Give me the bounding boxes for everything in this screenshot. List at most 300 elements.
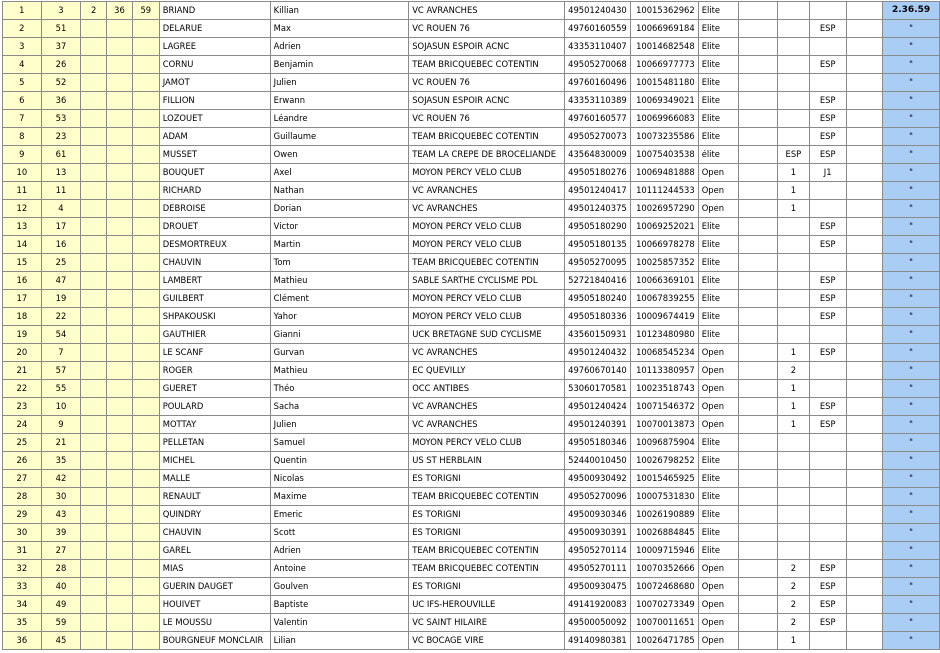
extra-cell-2[interactable] <box>107 38 133 56</box>
blank-cell[interactable] <box>738 416 777 434</box>
category-cell[interactable]: Elite <box>698 326 738 344</box>
place-cell[interactable]: 6 <box>3 92 42 110</box>
extra-cell-3[interactable] <box>132 488 159 506</box>
extra-cell-1[interactable] <box>81 542 107 560</box>
club-cell[interactable]: ES TORIGNI <box>409 506 565 524</box>
table-row[interactable] <box>3 74 940 92</box>
extra-cell-3[interactable] <box>132 92 159 110</box>
bib-cell[interactable]: 4 <box>41 200 81 218</box>
esp-cell[interactable] <box>809 362 846 380</box>
last-name-cell[interactable]: CORNU <box>159 56 270 74</box>
category-cell[interactable]: Open <box>698 380 738 398</box>
blank-cell[interactable] <box>738 236 777 254</box>
spacer-cell[interactable] <box>846 488 883 506</box>
licence-cell[interactable]: 53060170581 <box>565 380 631 398</box>
licence-cell[interactable]: 49505270068 <box>565 56 631 74</box>
category-cell[interactable]: Elite <box>698 524 738 542</box>
category-cell[interactable]: Open <box>698 398 738 416</box>
spacer-cell[interactable] <box>846 146 883 164</box>
club-cell[interactable]: VC AVRANCHES <box>409 182 565 200</box>
blank-cell[interactable] <box>738 362 777 380</box>
uci-id-cell[interactable]: 10009715946 <box>630 542 698 560</box>
category-cell[interactable]: Open <box>698 416 738 434</box>
table-row[interactable] <box>3 200 940 218</box>
blank-cell[interactable] <box>738 200 777 218</box>
extra-cell-1[interactable] <box>81 218 107 236</box>
table-row[interactable] <box>3 596 940 614</box>
place-cell[interactable]: 27 <box>3 470 42 488</box>
category-cell[interactable]: Open <box>698 362 738 380</box>
place-cell[interactable]: 29 <box>3 506 42 524</box>
place-cell[interactable]: 5 <box>3 74 42 92</box>
time-cell[interactable]: " <box>883 560 940 578</box>
first-name-cell[interactable]: Mathieu <box>270 362 409 380</box>
category-cell[interactable]: Elite <box>698 488 738 506</box>
bib-cell[interactable]: 37 <box>41 38 81 56</box>
club-cell[interactable]: MOYON PERCY VELO CLUB <box>409 164 565 182</box>
extra-cell-1[interactable] <box>81 272 107 290</box>
last-name-cell[interactable]: BRIAND <box>159 2 270 20</box>
extra-cell-3[interactable] <box>132 38 159 56</box>
category-cell[interactable]: Elite <box>698 74 738 92</box>
club-cell[interactable]: VC ROUEN 76 <box>409 74 565 92</box>
licence-cell[interactable]: 49505270096 <box>565 488 631 506</box>
club-cell[interactable]: MOYON PERCY VELO CLUB <box>409 308 565 326</box>
extra-cell-1[interactable] <box>81 560 107 578</box>
esp-cell[interactable]: ESP <box>809 146 846 164</box>
esp-cell[interactable]: ESP <box>809 236 846 254</box>
place-cell[interactable]: 4 <box>3 56 42 74</box>
extra-cell-2[interactable] <box>107 182 133 200</box>
licence-cell[interactable]: 49505180346 <box>565 434 631 452</box>
esp-cell[interactable]: ESP <box>809 128 846 146</box>
club-cell[interactable]: TEAM BRICQUEBEC COTENTIN <box>409 560 565 578</box>
place-cell[interactable]: 26 <box>3 452 42 470</box>
place-cell[interactable]: 3 <box>3 38 42 56</box>
esp-cell[interactable]: ESP <box>809 398 846 416</box>
table-row[interactable] <box>3 542 940 560</box>
extra-cell-2[interactable] <box>107 596 133 614</box>
extra-cell-2[interactable] <box>107 380 133 398</box>
licence-cell[interactable]: 49760160496 <box>565 74 631 92</box>
spacer-cell[interactable] <box>846 2 883 20</box>
uci-id-cell[interactable]: 10026190889 <box>630 506 698 524</box>
esp-cell[interactable]: ESP <box>809 560 846 578</box>
extra-cell-1[interactable] <box>81 380 107 398</box>
first-name-cell[interactable]: Erwann <box>270 92 409 110</box>
place-cell[interactable]: 12 <box>3 200 42 218</box>
extra-cell-2[interactable] <box>107 614 133 632</box>
table-row[interactable] <box>3 398 940 416</box>
first-name-cell[interactable]: Nathan <box>270 182 409 200</box>
last-name-cell[interactable]: DELARUE <box>159 20 270 38</box>
blank-cell[interactable] <box>738 56 777 74</box>
esp-cell[interactable]: ESP <box>809 56 846 74</box>
table-row[interactable] <box>3 56 940 74</box>
extra-cell-1[interactable] <box>81 362 107 380</box>
extra-cell-2[interactable] <box>107 560 133 578</box>
last-name-cell[interactable]: GUERIN DAUGET <box>159 578 270 596</box>
spacer-cell[interactable] <box>846 308 883 326</box>
spacer-cell[interactable] <box>846 380 883 398</box>
blank-cell[interactable] <box>738 560 777 578</box>
blank-cell[interactable] <box>738 218 777 236</box>
first-name-cell[interactable]: Martin <box>270 236 409 254</box>
extra-cell-2[interactable] <box>107 434 133 452</box>
licence-cell[interactable]: 49760160577 <box>565 110 631 128</box>
bib-cell[interactable]: 10 <box>41 398 81 416</box>
extra-cell-1[interactable] <box>81 308 107 326</box>
place-cell[interactable]: 32 <box>3 560 42 578</box>
spacer-cell[interactable] <box>846 182 883 200</box>
first-name-cell[interactable]: Mathieu <box>270 272 409 290</box>
uci-id-cell[interactable]: 10070013873 <box>630 416 698 434</box>
extra-cell-1[interactable] <box>81 632 107 650</box>
esp-cell[interactable] <box>809 434 846 452</box>
last-name-cell[interactable]: RICHARD <box>159 182 270 200</box>
place-cell[interactable]: 8 <box>3 128 42 146</box>
time-cell[interactable]: " <box>883 236 940 254</box>
class-cell[interactable]: 2 <box>777 362 809 380</box>
table-row[interactable] <box>3 164 940 182</box>
time-cell[interactable]: 2.36.59 <box>883 2 940 20</box>
blank-cell[interactable] <box>738 254 777 272</box>
blank-cell[interactable] <box>738 164 777 182</box>
time-cell[interactable]: " <box>883 632 940 650</box>
category-cell[interactable]: élite <box>698 146 738 164</box>
last-name-cell[interactable]: MICHEL <box>159 452 270 470</box>
class-cell[interactable] <box>777 254 809 272</box>
spacer-cell[interactable] <box>846 614 883 632</box>
esp-cell[interactable] <box>809 2 846 20</box>
class-cell[interactable]: 1 <box>777 164 809 182</box>
class-cell[interactable]: ESP <box>777 146 809 164</box>
last-name-cell[interactable]: MALLE <box>159 470 270 488</box>
category-cell[interactable]: Elite <box>698 110 738 128</box>
esp-cell[interactable] <box>809 470 846 488</box>
uci-id-cell[interactable]: 10096875904 <box>630 434 698 452</box>
last-name-cell[interactable]: BOUQUET <box>159 164 270 182</box>
time-cell[interactable]: " <box>883 182 940 200</box>
place-cell[interactable]: 18 <box>3 308 42 326</box>
extra-cell-3[interactable] <box>132 614 159 632</box>
class-cell[interactable] <box>777 308 809 326</box>
last-name-cell[interactable]: LE MOUSSU <box>159 614 270 632</box>
last-name-cell[interactable]: QUINDRY <box>159 506 270 524</box>
blank-cell[interactable] <box>738 452 777 470</box>
first-name-cell[interactable]: Scott <box>270 524 409 542</box>
extra-cell-2[interactable]: 36 <box>107 2 133 20</box>
category-cell[interactable]: Elite <box>698 272 738 290</box>
extra-cell-2[interactable] <box>107 524 133 542</box>
place-cell[interactable]: 30 <box>3 524 42 542</box>
last-name-cell[interactable]: LAGREE <box>159 38 270 56</box>
last-name-cell[interactable]: MOTTAY <box>159 416 270 434</box>
licence-cell[interactable]: 52721840416 <box>565 272 631 290</box>
spacer-cell[interactable] <box>846 470 883 488</box>
blank-cell[interactable] <box>738 470 777 488</box>
bib-cell[interactable]: 17 <box>41 218 81 236</box>
extra-cell-2[interactable] <box>107 416 133 434</box>
uci-id-cell[interactable]: 10009674419 <box>630 308 698 326</box>
licence-cell[interactable]: 49140980381 <box>565 632 631 650</box>
first-name-cell[interactable]: Lilian <box>270 632 409 650</box>
last-name-cell[interactable]: RENAULT <box>159 488 270 506</box>
uci-id-cell[interactable]: 10070352666 <box>630 560 698 578</box>
bib-cell[interactable]: 25 <box>41 254 81 272</box>
extra-cell-1[interactable] <box>81 128 107 146</box>
category-cell[interactable]: Elite <box>698 128 738 146</box>
extra-cell-1[interactable] <box>81 614 107 632</box>
place-cell[interactable]: 17 <box>3 290 42 308</box>
last-name-cell[interactable]: LE SCANF <box>159 344 270 362</box>
licence-cell[interactable]: 49500930475 <box>565 578 631 596</box>
last-name-cell[interactable]: PELLETAN <box>159 434 270 452</box>
uci-id-cell[interactable]: 10023518743 <box>630 380 698 398</box>
table-row[interactable] <box>3 128 940 146</box>
extra-cell-2[interactable] <box>107 74 133 92</box>
table-row[interactable] <box>3 524 940 542</box>
extra-cell-2[interactable] <box>107 56 133 74</box>
extra-cell-3[interactable] <box>132 632 159 650</box>
extra-cell-3[interactable] <box>132 416 159 434</box>
blank-cell[interactable] <box>738 272 777 290</box>
club-cell[interactable]: VC ROUEN 76 <box>409 110 565 128</box>
first-name-cell[interactable]: Julien <box>270 416 409 434</box>
uci-id-cell[interactable]: 10073235586 <box>630 128 698 146</box>
extra-cell-1[interactable] <box>81 434 107 452</box>
esp-cell[interactable]: ESP <box>809 272 846 290</box>
last-name-cell[interactable]: LOZOUET <box>159 110 270 128</box>
category-cell[interactable]: Elite <box>698 470 738 488</box>
time-cell[interactable]: " <box>883 470 940 488</box>
esp-cell[interactable]: ESP <box>809 578 846 596</box>
esp-cell[interactable]: ESP <box>809 416 846 434</box>
table-row[interactable] <box>3 272 940 290</box>
class-cell[interactable] <box>777 110 809 128</box>
club-cell[interactable]: MOYON PERCY VELO CLUB <box>409 218 565 236</box>
extra-cell-2[interactable] <box>107 146 133 164</box>
spacer-cell[interactable] <box>846 506 883 524</box>
bib-cell[interactable]: 36 <box>41 92 81 110</box>
uci-id-cell[interactable]: 10069966083 <box>630 110 698 128</box>
club-cell[interactable]: TEAM LA CREPE DE BROCELIANDE <box>409 146 565 164</box>
extra-cell-1[interactable] <box>81 182 107 200</box>
esp-cell[interactable]: ESP <box>809 308 846 326</box>
blank-cell[interactable] <box>738 146 777 164</box>
table-row[interactable] <box>3 416 940 434</box>
extra-cell-3[interactable] <box>132 560 159 578</box>
place-cell[interactable]: 20 <box>3 344 42 362</box>
last-name-cell[interactable]: DEBROISE <box>159 200 270 218</box>
spacer-cell[interactable] <box>846 362 883 380</box>
extra-cell-3[interactable] <box>132 470 159 488</box>
club-cell[interactable]: VC AVRANCHES <box>409 398 565 416</box>
category-cell[interactable]: Open <box>698 200 738 218</box>
esp-cell[interactable] <box>809 380 846 398</box>
bib-cell[interactable]: 42 <box>41 470 81 488</box>
bib-cell[interactable]: 61 <box>41 146 81 164</box>
extra-cell-3[interactable] <box>132 236 159 254</box>
esp-cell[interactable] <box>809 524 846 542</box>
esp-cell[interactable] <box>809 632 846 650</box>
uci-id-cell[interactable]: 10026957290 <box>630 200 698 218</box>
time-cell[interactable]: " <box>883 362 940 380</box>
place-cell[interactable]: 33 <box>3 578 42 596</box>
first-name-cell[interactable]: Killian <box>270 2 409 20</box>
place-cell[interactable]: 16 <box>3 272 42 290</box>
club-cell[interactable]: SOJASUN ESPOIR ACNC <box>409 38 565 56</box>
spacer-cell[interactable] <box>846 110 883 128</box>
esp-cell[interactable] <box>809 200 846 218</box>
extra-cell-1[interactable] <box>81 578 107 596</box>
blank-cell[interactable] <box>738 524 777 542</box>
time-cell[interactable]: " <box>883 452 940 470</box>
extra-cell-2[interactable] <box>107 128 133 146</box>
blank-cell[interactable] <box>738 128 777 146</box>
category-cell[interactable]: Elite <box>698 452 738 470</box>
class-cell[interactable] <box>777 56 809 74</box>
last-name-cell[interactable]: GAUTHIER <box>159 326 270 344</box>
esp-cell[interactable] <box>809 74 846 92</box>
time-cell[interactable]: " <box>883 56 940 74</box>
time-cell[interactable]: " <box>883 596 940 614</box>
category-cell[interactable]: Open <box>698 164 738 182</box>
blank-cell[interactable] <box>738 542 777 560</box>
club-cell[interactable]: TEAM BRICQUEBEC COTENTIN <box>409 128 565 146</box>
extra-cell-1[interactable] <box>81 200 107 218</box>
club-cell[interactable]: SOJASUN ESPOIR ACNC <box>409 92 565 110</box>
last-name-cell[interactable]: CHAUVIN <box>159 524 270 542</box>
first-name-cell[interactable]: Owen <box>270 146 409 164</box>
time-cell[interactable]: " <box>883 416 940 434</box>
time-cell[interactable]: " <box>883 290 940 308</box>
table-row[interactable] <box>3 326 940 344</box>
extra-cell-2[interactable] <box>107 398 133 416</box>
esp-cell[interactable] <box>809 488 846 506</box>
class-cell[interactable] <box>777 524 809 542</box>
uci-id-cell[interactable]: 10075403538 <box>630 146 698 164</box>
extra-cell-1[interactable] <box>81 38 107 56</box>
spacer-cell[interactable] <box>846 92 883 110</box>
bib-cell[interactable]: 13 <box>41 164 81 182</box>
extra-cell-2[interactable] <box>107 578 133 596</box>
table-row[interactable] <box>3 560 940 578</box>
spacer-cell[interactable] <box>846 272 883 290</box>
licence-cell[interactable]: 49505270095 <box>565 254 631 272</box>
licence-cell[interactable]: 49500050092 <box>565 614 631 632</box>
category-cell[interactable]: Elite <box>698 542 738 560</box>
extra-cell-2[interactable] <box>107 164 133 182</box>
extra-cell-3[interactable] <box>132 362 159 380</box>
last-name-cell[interactable]: ADAM <box>159 128 270 146</box>
extra-cell-1[interactable] <box>81 164 107 182</box>
bib-cell[interactable]: 23 <box>41 128 81 146</box>
time-cell[interactable]: " <box>883 218 940 236</box>
category-cell[interactable]: Open <box>698 182 738 200</box>
time-cell[interactable]: " <box>883 380 940 398</box>
licence-cell[interactable]: 49505180135 <box>565 236 631 254</box>
table-row[interactable] <box>3 182 940 200</box>
place-cell[interactable]: 35 <box>3 614 42 632</box>
esp-cell[interactable] <box>809 38 846 56</box>
licence-cell[interactable]: 49505180336 <box>565 308 631 326</box>
esp-cell[interactable] <box>809 452 846 470</box>
spacer-cell[interactable] <box>846 524 883 542</box>
club-cell[interactable]: MOYON PERCY VELO CLUB <box>409 434 565 452</box>
blank-cell[interactable] <box>738 290 777 308</box>
time-cell[interactable]: " <box>883 542 940 560</box>
extra-cell-3[interactable] <box>132 596 159 614</box>
category-cell[interactable]: Open <box>698 596 738 614</box>
club-cell[interactable]: MOYON PERCY VELO CLUB <box>409 236 565 254</box>
extra-cell-3[interactable] <box>132 380 159 398</box>
extra-cell-2[interactable] <box>107 290 133 308</box>
category-cell[interactable]: Elite <box>698 92 738 110</box>
extra-cell-1[interactable] <box>81 326 107 344</box>
spacer-cell[interactable] <box>846 326 883 344</box>
spacer-cell[interactable] <box>846 56 883 74</box>
blank-cell[interactable] <box>738 398 777 416</box>
bib-cell[interactable]: 57 <box>41 362 81 380</box>
uci-id-cell[interactable]: 10067839255 <box>630 290 698 308</box>
extra-cell-3[interactable] <box>132 578 159 596</box>
uci-id-cell[interactable]: 10070011651 <box>630 614 698 632</box>
category-cell[interactable]: Elite <box>698 290 738 308</box>
blank-cell[interactable] <box>738 110 777 128</box>
class-cell[interactable] <box>777 2 809 20</box>
first-name-cell[interactable]: Gurvan <box>270 344 409 362</box>
time-cell[interactable]: " <box>883 200 940 218</box>
extra-cell-2[interactable] <box>107 344 133 362</box>
spacer-cell[interactable] <box>846 38 883 56</box>
extra-cell-2[interactable] <box>107 542 133 560</box>
uci-id-cell[interactable]: 10071546372 <box>630 398 698 416</box>
extra-cell-1[interactable] <box>81 146 107 164</box>
category-cell[interactable]: Open <box>698 578 738 596</box>
time-cell[interactable]: " <box>883 488 940 506</box>
licence-cell[interactable]: 43564830009 <box>565 146 631 164</box>
time-cell[interactable]: " <box>883 578 940 596</box>
spacer-cell[interactable] <box>846 542 883 560</box>
class-cell[interactable] <box>777 74 809 92</box>
time-cell[interactable]: " <box>883 272 940 290</box>
esp-cell[interactable]: ESP <box>809 614 846 632</box>
extra-cell-3[interactable] <box>132 110 159 128</box>
spacer-cell[interactable] <box>846 254 883 272</box>
extra-cell-3[interactable] <box>132 74 159 92</box>
last-name-cell[interactable]: POULARD <box>159 398 270 416</box>
blank-cell[interactable] <box>738 20 777 38</box>
extra-cell-1[interactable] <box>81 20 107 38</box>
last-name-cell[interactable]: ROGER <box>159 362 270 380</box>
first-name-cell[interactable]: Emeric <box>270 506 409 524</box>
extra-cell-3[interactable] <box>132 326 159 344</box>
place-cell[interactable]: 15 <box>3 254 42 272</box>
time-cell[interactable]: " <box>883 20 940 38</box>
first-name-cell[interactable]: Benjamin <box>270 56 409 74</box>
blank-cell[interactable] <box>738 2 777 20</box>
place-cell[interactable]: 31 <box>3 542 42 560</box>
club-cell[interactable]: VC BOCAGE VIRE <box>409 632 565 650</box>
uci-id-cell[interactable]: 10026798252 <box>630 452 698 470</box>
uci-id-cell[interactable]: 10015481180 <box>630 74 698 92</box>
place-cell[interactable]: 2 <box>3 20 42 38</box>
table-row[interactable] <box>3 110 940 128</box>
club-cell[interactable]: VC AVRANCHES <box>409 416 565 434</box>
category-cell[interactable]: Open <box>698 560 738 578</box>
blank-cell[interactable] <box>738 632 777 650</box>
